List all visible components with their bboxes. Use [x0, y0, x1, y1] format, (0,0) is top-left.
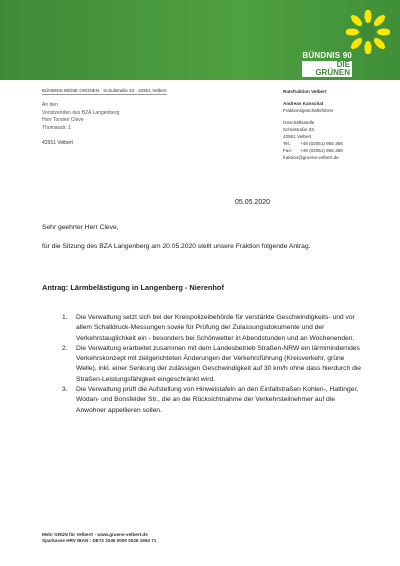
- letter-body: [42, 223, 362, 261]
- item-number: 3.: [62, 386, 68, 394]
- logo-line-1: BÜNDNIS 90: [302, 51, 352, 60]
- contact-role: Fraktionsgeschäftsführer: [283, 108, 334, 113]
- motion-heading: Antrag: Lärmbelästigung in Langenberg - Nierenhof: [42, 283, 224, 292]
- tel-label: Tel.:: [283, 141, 292, 146]
- recipient-line-1: An den: [42, 102, 58, 108]
- salutation: Sehr geehrter Herr Cleve,: [42, 224, 119, 231]
- intro-paragraph: für die Sitzung des BZA Langenberg am 20.05.2020 stellt unsere Fraktion folgende Antrag.: [42, 243, 311, 250]
- motion-items: [62, 313, 362, 416]
- item-text: Die Verwaltung erarbeitet zusammen mit dem Landesbetrieb Straßen-NRW ein lärmminderndes Verkehrskonzept mit zielgerichteten Änderungen der Verkehrsführung (Kreisverkehr, grüne Welle), inkl. einer Senkung der zulässigen Geschwindigkeit auf 30 km/h ohne dass hierdurch die Straßen-Leistungsfähigkeit eingeschränkt wird.: [76, 344, 361, 383]
- fax-value: +49 (02051) 955 358: [300, 148, 343, 153]
- letter-footer: [42, 532, 156, 545]
- item-text: Die Verwaltung setzt sich bei der Kreispolizeibehörde für verstärkte Geschwindigkeits- und vor allem Schalldruck-Messungen sowie für Prüfung der Zulassungsdokumente und der Verkehrstauglichkeit ein - besonders bei Schönwetter in Abendstunden und an Wochenenden.: [76, 314, 355, 342]
- contact-name: Andreas Kanschat: [283, 101, 324, 106]
- tel-value: +49 (02051) 955 356: [300, 141, 343, 146]
- logo-wordmark: [302, 52, 352, 79]
- list-item: [62, 344, 362, 385]
- header-banner: [0, 0, 400, 80]
- recipient-line-3: Herr Torsten Cleve: [42, 117, 84, 124]
- item-number: 1.: [62, 314, 68, 321]
- list-item: [62, 313, 362, 344]
- contact-email[interactable]: fraktion@gruene-velbert.de: [283, 155, 339, 160]
- contact-org: Ratsfraktion Velbert: [283, 89, 327, 94]
- sunflower-icon: [346, 10, 390, 54]
- recipient-line-4: Thomasstr. 1: [42, 124, 71, 131]
- letter-date: 05.05.2020: [235, 199, 271, 206]
- contact-block: [283, 88, 393, 161]
- contact-tel-row: [283, 140, 393, 147]
- recipient-address: [42, 102, 119, 148]
- contact-street: Schulstraße 33: [283, 127, 314, 132]
- logo-line-2: DIE GRÜNEN: [302, 61, 352, 77]
- party-logo: [302, 6, 394, 77]
- sender-line: BÜNDNIS 90/DIE GRÜNEN · Schulstraße 33 · 42551 Velbert: [42, 88, 167, 93]
- list-item: [62, 385, 362, 416]
- recipient-city: 42551 Velbert: [42, 140, 73, 147]
- contact-office: Geschäftsstelle: [283, 120, 315, 125]
- footer-line-1[interactable]: Mehr GRÜN für Velbert! - www.gruene-velbert.de: [42, 532, 148, 537]
- contact-city: 42551 Velbert: [283, 134, 312, 139]
- item-text: Die Verwaltung prüft die Aufstellung von Hinweistafeln an den Einfallstraßen Kohlen-, Hattinger, Wodan- und Bonsfelder Str., die an die Rücksichtnahme der Verkehrsteilnehmer auf die Anwohner appellieren sollen.: [76, 386, 359, 414]
- recipient-line-2: Vorsitzenden des BZA Langenberg: [42, 109, 120, 116]
- contact-fax-row: [283, 147, 393, 154]
- footer-line-2: Sparkasse HRV IBAN : DE72 3345 0000 0026 1994 71: [42, 538, 157, 544]
- item-number: 2.: [62, 344, 68, 352]
- fax-label: Fax:: [283, 148, 292, 153]
